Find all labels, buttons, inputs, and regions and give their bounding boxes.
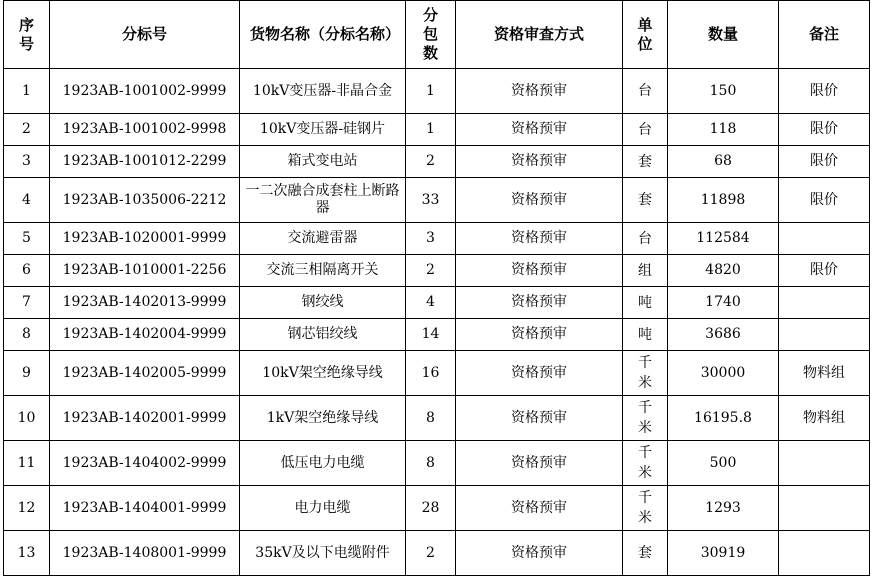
cell-pkgs: 1 [406, 114, 456, 146]
table-row [4, 441, 870, 486]
cell-qty: 3686 [668, 319, 779, 351]
cell-seq: 8 [4, 319, 50, 351]
cell-review: 资格预审 [456, 146, 623, 178]
cell-seq: 1 [4, 69, 50, 114]
cell-goods: 1kV架空绝缘导线 [240, 396, 406, 441]
procurement-table [3, 0, 870, 576]
cell-lot: 1923AB-1402005-9999 [50, 351, 240, 396]
cell-qty: 118 [668, 114, 779, 146]
cell-unit: 千米 [623, 351, 668, 396]
cell-note [779, 319, 870, 351]
cell-goods: 电力电缆 [240, 486, 406, 531]
cell-lot: 1923AB-1402004-9999 [50, 319, 240, 351]
cell-pkgs: 1 [406, 69, 456, 114]
cell-note: 限价 [779, 114, 870, 146]
cell-unit: 千米 [623, 396, 668, 441]
header-row [4, 1, 870, 69]
cell-lot: 1923AB-1020001-9999 [50, 223, 240, 255]
cell-pkgs: 4 [406, 287, 456, 319]
table-row [4, 146, 870, 178]
cell-review: 资格预审 [456, 223, 623, 255]
cell-pkgs: 2 [406, 531, 456, 576]
cell-lot: 1923AB-1404002-9999 [50, 441, 240, 486]
cell-seq: 11 [4, 441, 50, 486]
cell-unit: 台 [623, 223, 668, 255]
cell-qty: 112584 [668, 223, 779, 255]
table-row [4, 178, 870, 223]
table-row [4, 223, 870, 255]
cell-pkgs: 28 [406, 486, 456, 531]
cell-pkgs: 3 [406, 223, 456, 255]
cell-unit: 吨 [623, 319, 668, 351]
cell-goods: 一二次融合成套柱上断路器 [240, 178, 406, 223]
cell-review: 资格预审 [456, 441, 623, 486]
cell-review: 资格预审 [456, 255, 623, 287]
cell-note: 限价 [779, 178, 870, 223]
cell-unit: 千米 [623, 441, 668, 486]
cell-seq: 5 [4, 223, 50, 255]
cell-unit: 吨 [623, 287, 668, 319]
cell-qty: 30919 [668, 531, 779, 576]
cell-goods: 交流三相隔离开关 [240, 255, 406, 287]
cell-pkgs: 8 [406, 396, 456, 441]
cell-goods: 10kV架空绝缘导线 [240, 351, 406, 396]
table-row [4, 287, 870, 319]
cell-review: 资格预审 [456, 287, 623, 319]
header-seq: 序号 [4, 1, 50, 69]
header-unit: 单位 [623, 1, 668, 69]
table-row [4, 531, 870, 576]
cell-pkgs: 8 [406, 441, 456, 486]
cell-qty: 150 [668, 69, 779, 114]
cell-note: 限价 [779, 255, 870, 287]
cell-qty: 11898 [668, 178, 779, 223]
cell-review: 资格预审 [456, 531, 623, 576]
cell-lot: 1923AB-1001002-9998 [50, 114, 240, 146]
cell-qty: 68 [668, 146, 779, 178]
cell-seq: 10 [4, 396, 50, 441]
cell-goods: 箱式变电站 [240, 146, 406, 178]
table-row [4, 351, 870, 396]
cell-qty: 4820 [668, 255, 779, 287]
cell-review: 资格预审 [456, 178, 623, 223]
cell-goods: 35kV及以下电缆附件 [240, 531, 406, 576]
cell-note: 限价 [779, 146, 870, 178]
cell-goods: 10kV变压器-非晶合金 [240, 69, 406, 114]
cell-pkgs: 14 [406, 319, 456, 351]
cell-lot: 1923AB-1010001-2256 [50, 255, 240, 287]
cell-unit: 套 [623, 531, 668, 576]
cell-unit: 组 [623, 255, 668, 287]
cell-qty: 500 [668, 441, 779, 486]
cell-pkgs: 2 [406, 146, 456, 178]
cell-goods: 10kV变压器-硅钢片 [240, 114, 406, 146]
cell-note: 物料组 [779, 351, 870, 396]
cell-qty: 1293 [668, 486, 779, 531]
cell-unit: 千米 [623, 486, 668, 531]
cell-seq: 12 [4, 486, 50, 531]
cell-qty: 30000 [668, 351, 779, 396]
cell-lot: 1923AB-1402013-9999 [50, 287, 240, 319]
header-pkgs: 分包数 [406, 1, 456, 69]
cell-pkgs: 16 [406, 351, 456, 396]
cell-lot: 1923AB-1001002-9999 [50, 69, 240, 114]
table-row [4, 319, 870, 351]
table-row [4, 255, 870, 287]
cell-seq: 7 [4, 287, 50, 319]
cell-unit: 台 [623, 114, 668, 146]
header-lot: 分标号 [50, 1, 240, 69]
cell-note [779, 223, 870, 255]
cell-unit: 台 [623, 69, 668, 114]
header-review: 资格审查方式 [456, 1, 623, 69]
cell-note [779, 287, 870, 319]
cell-review: 资格预审 [456, 396, 623, 441]
cell-qty: 1740 [668, 287, 779, 319]
cell-seq: 6 [4, 255, 50, 287]
cell-seq: 4 [4, 178, 50, 223]
cell-lot: 1923AB-1404001-9999 [50, 486, 240, 531]
cell-lot: 1923AB-1035006-2212 [50, 178, 240, 223]
cell-note [779, 486, 870, 531]
cell-note: 物料组 [779, 396, 870, 441]
cell-pkgs: 33 [406, 178, 456, 223]
cell-lot: 1923AB-1001012-2299 [50, 146, 240, 178]
cell-note: 限价 [779, 69, 870, 114]
cell-unit: 套 [623, 146, 668, 178]
cell-review: 资格预审 [456, 69, 623, 114]
cell-seq: 9 [4, 351, 50, 396]
table-row [4, 114, 870, 146]
cell-pkgs: 2 [406, 255, 456, 287]
cell-review: 资格预审 [456, 351, 623, 396]
cell-goods: 交流避雷器 [240, 223, 406, 255]
header-note: 备注 [779, 1, 870, 69]
cell-unit: 套 [623, 178, 668, 223]
cell-seq: 2 [4, 114, 50, 146]
cell-goods: 钢芯铝绞线 [240, 319, 406, 351]
cell-goods: 低压电力电缆 [240, 441, 406, 486]
header-qty: 数量 [668, 1, 779, 69]
header-goods: 货物名称（分标名称） [240, 1, 406, 69]
cell-note [779, 441, 870, 486]
cell-seq: 13 [4, 531, 50, 576]
cell-qty: 16195.8 [668, 396, 779, 441]
cell-lot: 1923AB-1402001-9999 [50, 396, 240, 441]
cell-seq: 3 [4, 146, 50, 178]
table-row [4, 396, 870, 441]
cell-review: 资格预审 [456, 114, 623, 146]
table-row [4, 486, 870, 531]
cell-note [779, 531, 870, 576]
cell-review: 资格预审 [456, 486, 623, 531]
cell-goods: 钢绞线 [240, 287, 406, 319]
table-row [4, 69, 870, 114]
cell-lot: 1923AB-1408001-9999 [50, 531, 240, 576]
cell-review: 资格预审 [456, 319, 623, 351]
